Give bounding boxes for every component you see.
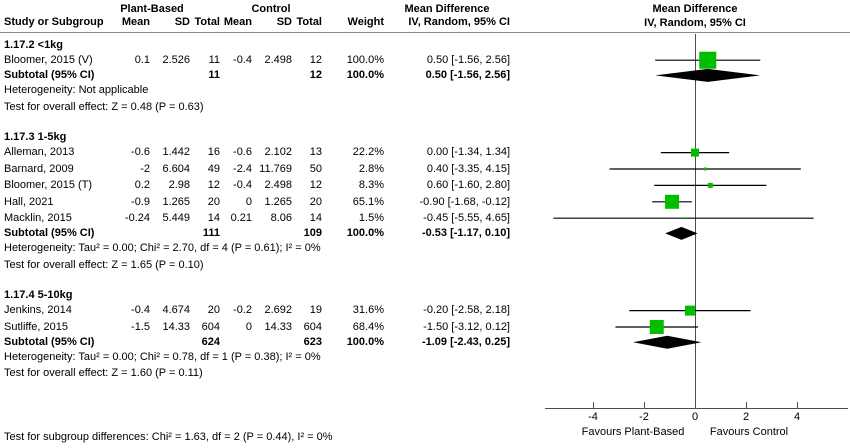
pb-mean: -2	[140, 162, 150, 175]
md-ci-text: 0.50 [-1.56, 2.56]	[425, 69, 510, 82]
pb-sd: 4.674	[162, 304, 190, 317]
axis-tick-label: 2	[742, 411, 750, 423]
ctrl-total: 19	[309, 304, 322, 317]
pb-total: 49	[207, 162, 220, 175]
pb-mean: 0.1	[134, 54, 150, 66]
md-ci-text: -1.50 [-3.12, 0.12]	[423, 320, 510, 333]
weight-value: 31.6%	[352, 304, 384, 317]
pb-mean	[114, 68, 150, 82]
favours-left-label: Favours Plant-Based	[581, 426, 685, 438]
study-name: Barnard, 2009	[4, 162, 74, 175]
header-separator	[0, 32, 850, 33]
ctrl-mean	[220, 68, 252, 82]
ctrl-mean: -0.4	[233, 179, 252, 192]
md-ci-text: -1.09 [-2.43, 0.25]	[421, 336, 510, 349]
pb-mean-header: Mean	[121, 16, 150, 28]
ctrl-sd	[252, 68, 292, 82]
ctrl-total: 12	[309, 69, 322, 82]
pb-sd	[150, 335, 190, 349]
ctrl-mean	[220, 335, 252, 349]
weight-value: 2.8%	[358, 162, 384, 175]
study-col-header: Study or Subgroup	[4, 16, 104, 28]
pb-total: 20	[207, 195, 220, 208]
study-row	[4, 144, 510, 160]
md-ci-text: 0.50 [-1.56, 2.56]	[426, 54, 510, 66]
table-header-groups	[4, 3, 510, 16]
subtotal-diamond	[655, 69, 760, 82]
pb-total-header: Total	[194, 16, 220, 28]
pb-total: 624	[201, 336, 220, 349]
pb-mean: -0.4	[131, 304, 150, 317]
study-name: Bloomer, 2015 (V)	[4, 54, 93, 66]
group2-header: Control	[251, 3, 291, 15]
favours-right-label: Favours Control	[709, 426, 789, 438]
ctrl-mean: 0	[245, 320, 252, 333]
overall-effect-note: Test for overall effect: Z = 1.60 (P = 0.11)	[4, 367, 203, 380]
study-row	[4, 194, 510, 210]
ctrl-sd-header: SD	[276, 16, 292, 28]
axis-tick-label: 0	[691, 411, 699, 423]
weight-header: Weight	[347, 16, 384, 28]
ctrl-mean	[220, 226, 252, 240]
study-row	[4, 161, 510, 177]
ctrl-sd: 1.265	[264, 195, 292, 208]
subgroup-title: 1.17.2 <1kg	[4, 39, 64, 51]
effect-header: Mean Difference	[404, 3, 490, 15]
pb-mean: 0.2	[134, 179, 150, 192]
subtotal-diamond	[633, 336, 701, 349]
pb-mean: -0.9	[131, 195, 150, 208]
pb-total: 111	[202, 227, 220, 240]
study-name: Sutliffe, 2015	[4, 320, 69, 333]
subtotal-row	[4, 335, 510, 349]
study-name: Bloomer, 2015 (T)	[4, 179, 93, 192]
study-row	[4, 177, 510, 193]
ctrl-total: 20	[309, 195, 322, 208]
heterogeneity-note: Heterogeneity: Tau² = 0.00; Chi² = 0.78, df = 1 (P = 0.38); I² = 0%	[4, 350, 321, 363]
effect-square	[691, 149, 699, 157]
ctrl-sd: 11.769	[259, 162, 292, 175]
pb-total: 14	[207, 212, 220, 224]
pb-total: 604	[201, 320, 220, 333]
heterogeneity-note: Heterogeneity: Tau² = 0.00; Chi² = 2.70, df = 4 (P = 0.61); I² = 0%	[4, 242, 321, 255]
pb-mean	[114, 226, 150, 240]
md-ci-text: 0.00 [-1.34, 1.34]	[426, 146, 510, 159]
weight-value: 100.0%	[346, 336, 384, 349]
ctrl-sd: 8.06	[270, 212, 292, 224]
weight-value: 68.4%	[352, 320, 384, 333]
axis-tick-label: 4	[793, 411, 801, 423]
pb-sd-header: SD	[174, 16, 190, 28]
subtotal-label: Subtotal (95% CI)	[4, 69, 95, 82]
subtotal-label: Subtotal (95% CI)	[4, 227, 95, 240]
overall-effect-note: Test for overall effect: Z = 1.65 (P = 0.10)	[4, 258, 204, 271]
overall-effect-note: Test for overall effect: Z = 0.48 (P = 0.63)	[4, 100, 204, 113]
ctrl-total: 50	[309, 162, 322, 175]
subgroup-title-row	[4, 288, 510, 302]
pb-sd: 2.98	[168, 179, 190, 192]
study-name: Alleman, 2013	[4, 146, 75, 159]
pb-mean: -1.5	[131, 320, 150, 333]
md-ci-text: 0.40 [-3.35, 4.15]	[426, 162, 510, 175]
plot-effect-header: Mean Difference	[652, 3, 738, 15]
study-row	[4, 52, 510, 68]
weight-value: 8.3%	[358, 179, 384, 192]
md-ci-text: -0.53 [-1.17, 0.10]	[421, 227, 510, 240]
ctrl-mean: -0.4	[233, 54, 252, 66]
ctrl-total: 12	[309, 179, 322, 192]
ctrl-total: 109	[303, 227, 322, 240]
ctrl-total: 12	[309, 54, 322, 66]
axis-tick-label: -2	[639, 411, 649, 423]
study-name: Hall, 2021	[4, 195, 54, 208]
effect-square	[699, 52, 716, 69]
ctrl-total: 623	[303, 336, 322, 349]
study-row	[4, 319, 510, 335]
pb-total: 20	[207, 304, 220, 317]
pb-sd: 6.604	[162, 162, 190, 175]
pb-total: 11	[208, 54, 220, 66]
pb-total: 11	[208, 69, 220, 82]
ctrl-total: 13	[309, 146, 322, 159]
ctrl-sd: 2.498	[264, 179, 292, 192]
ctrl-total: 14	[309, 212, 322, 224]
weight-value: 100.0%	[346, 54, 384, 66]
effect-square	[650, 320, 664, 334]
effect-square	[683, 217, 685, 219]
ctrl-mean: -0.2	[233, 304, 252, 317]
md-ci-text: -0.20 [-2.58, 2.18]	[423, 304, 510, 317]
study-name: Jenkins, 2014	[4, 304, 72, 317]
weight-value: 65.1%	[352, 195, 384, 208]
weight-value: 100.0%	[346, 69, 384, 82]
subgroup-title: 1.17.4 5-10kg	[4, 289, 73, 302]
pb-total: 12	[207, 179, 220, 192]
pb-mean: -0.6	[131, 146, 150, 159]
pb-mean: -0.24	[124, 212, 150, 224]
plot-method-header: IV, Random, 95% CI	[644, 17, 746, 29]
effect-square	[704, 168, 707, 171]
heterogeneity-note: Heterogeneity: Not applicable	[4, 84, 149, 97]
study-name: Macklin, 2015	[4, 212, 72, 224]
subtotal-row	[4, 68, 510, 82]
ctrl-total: 604	[303, 320, 322, 333]
ctrl-mean: 0.21	[230, 212, 252, 224]
ctrl-mean: 0	[245, 195, 252, 208]
ctrl-sd	[252, 335, 292, 349]
effect-square	[708, 183, 713, 188]
pb-sd: 5.449	[162, 212, 190, 224]
pb-sd	[150, 68, 190, 82]
subgroup-title-row	[4, 130, 510, 144]
ctrl-sd: 2.498	[264, 54, 292, 66]
md-ci-text: 0.60 [-1.60, 2.80]	[426, 179, 510, 192]
effect-square	[685, 306, 695, 316]
ctrl-sd	[252, 226, 292, 240]
axis-tick-label: -4	[588, 411, 598, 423]
subgroup-title-row	[4, 38, 510, 52]
weight-value: 100.0%	[346, 227, 384, 240]
weight-value: 1.5%	[358, 212, 384, 224]
method-header: IV, Random, 95% CI	[408, 16, 510, 28]
pb-mean	[114, 335, 150, 349]
pb-sd	[150, 226, 190, 240]
subtotal-row	[4, 226, 510, 240]
study-row	[4, 210, 510, 226]
subtotal-label: Subtotal (95% CI)	[4, 336, 95, 349]
subtotal-diamond	[665, 227, 697, 240]
subgroup-difference-test: Test for subgroup differences: Chi² = 1.63, df = 2 (P = 0.44), I² = 0%	[4, 431, 333, 443]
study-row	[4, 302, 510, 318]
ctrl-sd: 2.692	[264, 304, 292, 317]
subgroup-title: 1.17.3 1-5kg	[4, 131, 67, 144]
effect-square	[665, 195, 679, 209]
weight-value: 22.2%	[352, 146, 384, 159]
ctrl-sd: 2.102	[264, 146, 292, 159]
pb-sd: 1.265	[162, 195, 190, 208]
ctrl-total-header: Total	[296, 16, 322, 28]
pb-sd: 2.526	[162, 54, 190, 66]
md-ci-text: -0.90 [-1.68, -0.12]	[419, 195, 510, 208]
ctrl-mean: -0.6	[233, 146, 252, 159]
table-header-columns	[4, 16, 510, 29]
ctrl-mean: -2.4	[233, 162, 252, 175]
md-ci-text: -0.45 [-5.55, 4.65]	[423, 212, 510, 224]
pb-sd: 1.442	[162, 146, 190, 159]
ctrl-sd: 14.33	[264, 320, 292, 333]
ctrl-mean-header: Mean	[223, 16, 252, 28]
group1-header: Plant-Based	[120, 3, 184, 15]
pb-sd: 14.33	[162, 320, 190, 333]
pb-total: 16	[207, 146, 220, 159]
